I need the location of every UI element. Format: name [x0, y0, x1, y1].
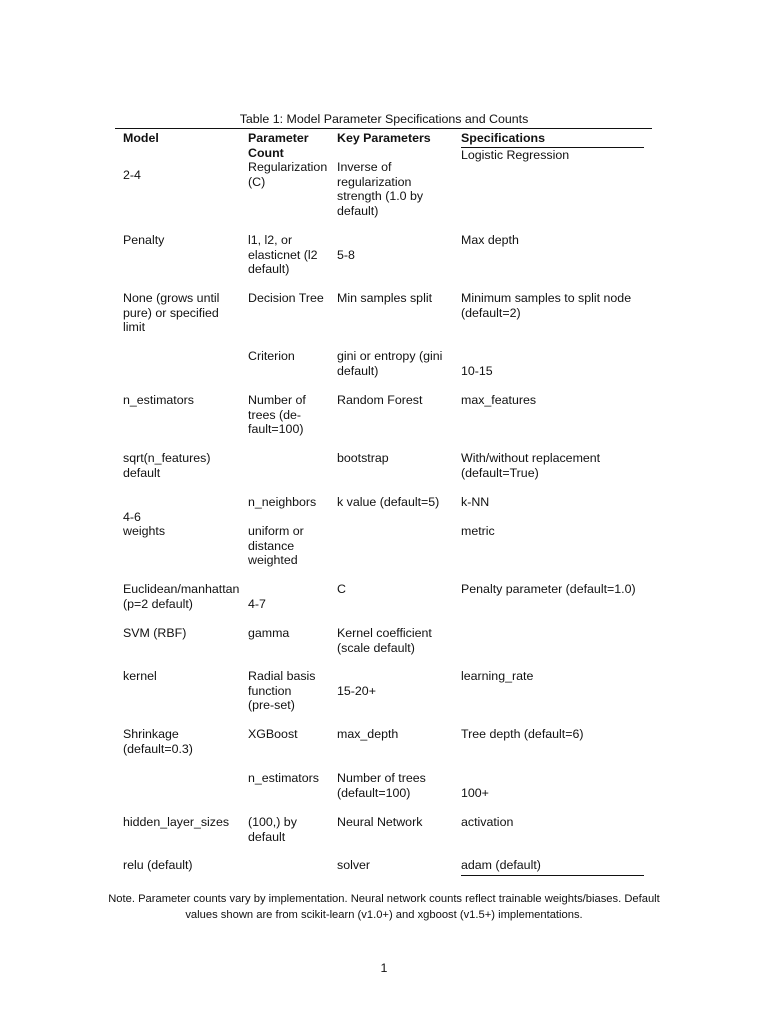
table-cell-line: None (grows until — [123, 291, 220, 305]
table-cell — [461, 524, 495, 539]
table-cell — [248, 349, 295, 364]
table-cell-line: Penalty parameter (default=1.0) — [461, 582, 636, 596]
table-cell-line: Logistic Regression — [461, 148, 570, 162]
table-cell — [337, 771, 426, 800]
table-cell-line: bootstrap — [337, 451, 389, 465]
table-cell — [337, 291, 432, 306]
table-cell-line: l1, l2, or — [248, 233, 293, 247]
table-cell — [248, 669, 316, 713]
table-cell-line: Number of — [248, 393, 306, 407]
table-cell — [248, 524, 304, 568]
table-cell-line: gamma — [248, 626, 290, 640]
table-cell — [337, 495, 439, 510]
table-cell-line: fault=100) — [248, 422, 304, 436]
table-cell-line: (default=2) — [461, 305, 521, 320]
table-cell — [337, 815, 422, 830]
header-specifications: Specifications — [461, 131, 546, 145]
table-cell-line: sqrt(n_features) — [123, 451, 211, 465]
table-cell — [248, 291, 324, 306]
table-cell-line: With/without replacement — [461, 451, 601, 465]
table-cell-line: (default=0.3) — [123, 741, 193, 756]
table-cell — [337, 582, 346, 597]
table-cell-line: weighted — [248, 553, 298, 567]
table-cell — [337, 248, 355, 263]
table-cell — [123, 727, 193, 756]
table-cell-line: elasticnet (l2 — [248, 247, 318, 262]
table-cell-line: strength (1.0 by — [337, 189, 424, 203]
table-cell-line: solver — [337, 858, 371, 872]
table-cell-line: activation — [461, 815, 514, 829]
header-parameter-count-line: Count — [248, 145, 284, 160]
table-caption: Table 1: Model Parameter Specifications and Counts — [239, 112, 529, 126]
table-cell-line: Decision Tree — [248, 291, 324, 305]
table-cell-line: Criterion — [248, 349, 295, 363]
table-cell — [337, 393, 422, 408]
table-cell — [248, 160, 327, 189]
table-cell-line: C — [337, 582, 346, 596]
table-cell-line: k value (default=5) — [337, 495, 440, 509]
table-cell-line: distance — [248, 538, 295, 553]
table-cell-line: 15-20+ — [337, 684, 376, 698]
table-cell-line: Number of trees — [337, 771, 426, 785]
table-cell — [337, 684, 376, 699]
table-cell — [123, 168, 141, 183]
table-cell-line: hidden_layer_sizes — [123, 815, 230, 829]
table-cell-line: 100+ — [461, 786, 489, 800]
table-cell-line: Tree depth (default=6) — [461, 727, 584, 741]
table-cell-line: Minimum samples to split node — [461, 291, 632, 305]
table-cell — [461, 815, 513, 830]
table-cell — [337, 727, 398, 742]
table-cell — [461, 786, 489, 801]
table-cell-line: 10-15 — [461, 364, 493, 378]
table-cell — [461, 582, 636, 597]
page-number: 1 — [380, 961, 388, 975]
table-cell — [248, 597, 266, 612]
table-cell-line: k-NN — [461, 495, 490, 509]
table-cell-line: gini or entropy (gini — [337, 349, 443, 363]
table-cell-line: Min samples split — [337, 291, 433, 305]
table-cell-line: 2-4 — [123, 168, 141, 182]
table-cell-line: Radial basis — [248, 669, 316, 683]
table-cell — [461, 364, 493, 379]
table-cell-line: default) — [248, 262, 290, 276]
table-cell — [461, 233, 519, 248]
table-cell — [337, 160, 423, 218]
table-cell-line: default — [248, 829, 286, 844]
table-cell-line: learning_rate — [461, 669, 534, 683]
table-cell-line: kernel — [123, 669, 157, 683]
table-cell-line: (p=2 default) — [123, 596, 193, 611]
table-cell-line: SVM (RBF) — [123, 626, 187, 640]
table-cell-line: trees (de- — [248, 407, 302, 422]
table-cell — [123, 524, 165, 539]
table-cell — [337, 451, 389, 466]
table-cell — [123, 582, 239, 611]
table-cell — [461, 669, 533, 684]
table-note: Note. Parameter counts vary by implementation. Neural network counts reflect trainable weights/biases. Default values shown are from scikit-learn (v1.0+) and xgboost (v1.5+) implementations. — [108, 893, 660, 921]
header-model: Model — [123, 131, 159, 145]
table-cell-line: Euclidean/manhattan — [123, 582, 240, 596]
table-cell — [248, 626, 289, 641]
table-cell-line: (C) — [248, 174, 266, 189]
table-cell — [248, 727, 298, 742]
table-cell-line: n_neighbors — [248, 495, 317, 509]
table-cell-line: n_estimators — [248, 771, 319, 785]
table-cell-line: Shrinkage — [123, 727, 179, 741]
table-cell-line: metric — [461, 524, 495, 538]
table-cell-line: max_features — [461, 393, 537, 407]
table-cell — [248, 495, 316, 510]
table-cell-line: 4-7 — [248, 597, 266, 611]
table-cell — [123, 393, 194, 408]
table-cell-line: default — [123, 465, 161, 480]
table-bottom-rule — [461, 875, 644, 876]
table-cell-line: (100,) by — [248, 815, 297, 829]
table-cell-line: Penalty — [123, 233, 165, 247]
table-cell — [248, 815, 297, 844]
table-cell-line: limit — [123, 320, 146, 334]
table-cell — [461, 451, 600, 480]
table-cell — [461, 727, 584, 742]
table-cell-line: Kernel coefficient — [337, 626, 432, 640]
table-cell-line: XGBoost — [248, 727, 298, 741]
table-cell-line: Regularization — [248, 160, 328, 174]
table-cell-line: weights — [123, 524, 166, 538]
table-cell-line: (default=100) — [337, 785, 411, 800]
table-cell-line: 5-8 — [337, 248, 355, 262]
table-cell — [123, 510, 141, 525]
table-cell-line: relu (default) — [123, 858, 193, 872]
table-cell-line: 4-6 — [123, 510, 141, 524]
table-cell-line: n_estimators — [123, 393, 194, 407]
table-cell-line: Random Forest — [337, 393, 423, 407]
header-parameter-count-line: Parameter — [248, 131, 309, 145]
table-cell-line: Neural Network — [337, 815, 423, 829]
table-top-rule — [115, 128, 652, 129]
table-cell — [123, 669, 157, 684]
table-cell — [248, 233, 318, 277]
table-cell — [123, 815, 229, 830]
header-key-parameters: Key Parameters — [337, 131, 431, 145]
table-cell-line: (default=True) — [461, 465, 539, 480]
table-cell — [248, 771, 319, 786]
table-cell-line: pure) or specified — [123, 305, 219, 320]
table-cell-line: default) — [337, 203, 379, 218]
table-cell — [123, 233, 164, 248]
table-cell — [461, 495, 489, 510]
table-cell-line: function — [248, 683, 292, 698]
table-cell — [123, 451, 210, 480]
table-cell — [123, 858, 193, 873]
table-cell-line: max_depth — [337, 727, 399, 741]
table-cell-line: (pre-set) — [248, 698, 295, 712]
table-cell — [461, 858, 541, 873]
table-cell — [461, 148, 569, 163]
table-cell-line: regularization — [337, 174, 412, 189]
table-cell-line: uniform or — [248, 524, 304, 538]
table-cell-line: adam (default) — [461, 858, 541, 872]
table-cell-line: Inverse of — [337, 160, 392, 174]
table-cell — [337, 858, 370, 873]
table-cell — [123, 291, 219, 335]
table-cell-line: Max depth — [461, 233, 519, 247]
table-cell — [337, 349, 442, 378]
table-cell — [461, 393, 536, 408]
table-cell — [461, 291, 631, 320]
table-cell-line: (scale default) — [337, 640, 415, 655]
header-parameter-count — [248, 131, 309, 160]
table-cell-line: default) — [337, 363, 379, 378]
table-cell — [337, 626, 432, 655]
table-cell — [123, 626, 186, 641]
table-cell — [248, 393, 306, 437]
